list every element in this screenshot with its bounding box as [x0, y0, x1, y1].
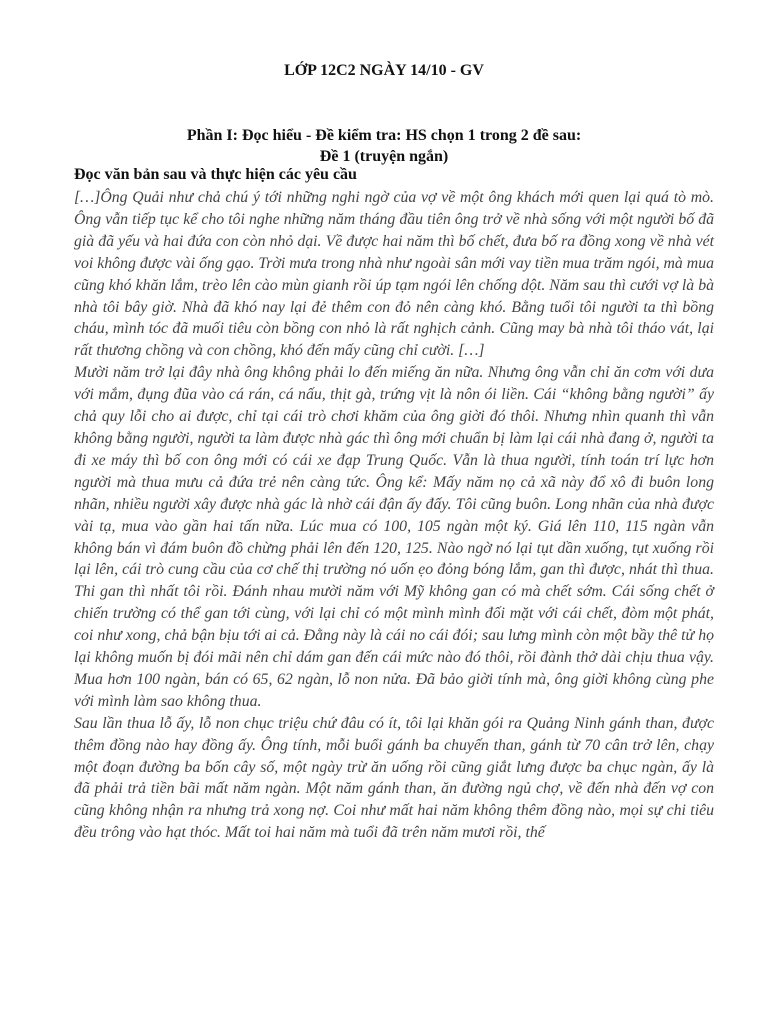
section-heading-block [0, 125, 768, 167]
passage-paragraph-2: Mười năm trở lại đây nhà ông không phải lo đến miếng ăn nữa. Nhưng ông vẫn chỉ ăn cơm với dưa với mắm, đụng đũa vào cá rán, cá nấu, thịt gà, trứng vịt là nôn ói liền. Cái “không bằng người” ấy chả quy lỗi cho ai được, chỉ tại cái trò chơi khăm của ông giời đó thôi. Nhưng nhìn quanh thì vẫn không bằng người, người ta làm được nhà gác thì ông mới chuẩn bị làm lại cái nhà đang ở, người ta đi xe máy thì bố con ông mới có cái xe đạp Trung Quốc. Vẫn là thua người, tính toán trí lực hơn người mà thua mưu cả đứa trẻ nên càng tức. Ông kể: Mấy năm nọ cả xã này đổ xô đi buôn long nhãn, nhiều người xây được nhà gác là nhờ cái đận ấy đấy. Tôi cũng buôn. Long nhãn của nhà được vài tạ, mua vào gần hai tấn nữa. Lúc mua có 100, 105 ngàn một ký. Giá lên 110, 115 ngàn vẫn không bán vì đám buôn đồ chừng phải lên đến 120, 125. Nào ngờ nó lại tụt dần xuống, tụt xuống rồi lại lên, cái trò cung cầu của cơ chế thị trường nó uốn ẹo đỏng bóng lắm, gan thì được, nhát thì thua. Thi gan thì nhất tôi rồi. Đánh nhau mười năm với Mỹ không gan có mà chết sớm. Cái sống chết ở chiến trường có thể gan tới cùng, với lại chỉ có một mình mình đối mặt với cái chết, đòm một phát, coi như xong, chả bận bịu tới ai cả. Đằng này là cái no cái đói; sau lưng mình còn một bầy thê tử họ lại không muốn bị đói mãi nên chỉ dám gan đến cái mức nào đó thôi, rồi đành thở dài chịu thua vậy. Mua hơn 100 ngàn, bán có 65, 62 ngàn, lỗ non nửa. Đã bảo giời tính mà, ông giời không cùng phe với mình làm sao không thua. [74, 364, 714, 710]
document-title: LỚP 12C2 NGÀY 14/10 - GV [284, 62, 484, 79]
passage-paragraph-1: […]Ông Quải như chả chú ý tới những nghi ngờ của vợ về một ông khách mới quen lại quá tò mò. Ông vẫn tiếp tục kể cho tôi nghe những năm tháng đầu tiên ông trở về nhà sống với một người bố đã già đã yếu và hai đứa con còn nhỏ dại. Về được hai năm thì bố chết, đưa bố ra đồng xong về nhà vét voi không được vài ống gạo. Trời mưa trong nhà như ngoài sân mới vay tiền mua trăm ngói, mà mua cũng khó khăn lắm, trèo lên cào mùn gianh rồi úp tạm ngói lên chống dột. Năm sau thì cưới vợ là bà nhà tôi bây giờ. Nhà đã khó nay lại đẻ thêm con đỏ nên càng khó. Bằng tuổi tôi người ta thì bồng cháu, mình tóc đã muối tiêu còn bồng con nhỏ là rất nghịch cảnh. Cũng may bà nhà tôi tháo vát, lại rất thương chồng và con chồng, khó đến mấy cũng chỉ cười. […] [74, 189, 714, 360]
section-heading: Phần I: Đọc hiểu - Đề kiểm tra: HS chọn 1 trong 2 đề sau: [186, 127, 582, 144]
exam-label: Đề 1 (truyện ngắn) [319, 148, 449, 165]
instruction-text: Đọc văn bản sau và thực hiện các yêu cầu [74, 166, 357, 183]
passage-paragraph-3: Sau lần thua lỗ ấy, lỗ non chục triệu chứ đâu có ít, tôi lại khăn gói ra Quảng Ninh gánh than, được thêm đồng nào hay đồng ấy. Ông tính, mỗi buổi gánh ba chuyến than, gánh từ 70 cân trở lên, chạy một đoạn đường ba bốn cây số, một ngày trừ ăn uống rồi cũng giắt lưng được ba chục ngàn, ấy là đã phải trả tiền bãi mất năm ngàn. Một năm gánh than, ăn đường ngủ chợ, về đến nhà đến vợ con cũng không nhận ra nhưng trả xong nợ. Coi như mất hai năm không thêm đồng nào, mọi sự chi tiêu đều trông vào hạt thóc. Mất toi hai năm mà tuổi đã trên năm mươi rồi, thế [74, 714, 714, 842]
reading-passage [74, 187, 714, 844]
